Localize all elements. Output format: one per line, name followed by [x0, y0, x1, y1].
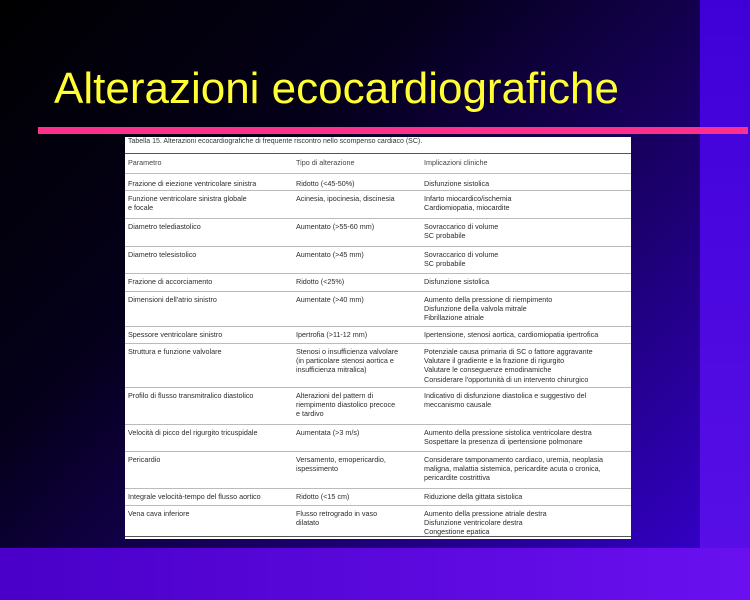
cell-text-line: maligna, malattia sistemica, pericardite acuta o cronica,	[424, 464, 601, 474]
cell-text-line: Aumentata (>3 m/s)	[296, 428, 360, 437]
row-parametro-cell	[128, 492, 296, 501]
row-implicazioni-cell	[424, 492, 629, 501]
row-divider	[125, 451, 631, 452]
row-divider	[125, 488, 631, 489]
cell-text-line: Considerare l'opportunità di un intervento chirurgico	[424, 374, 589, 384]
cell-text-line: Alterazioni del pattern di	[296, 391, 374, 400]
header-tipo-alterazione: Tipo di alterazione	[296, 158, 355, 167]
row-divider	[125, 246, 631, 247]
row-implicazioni-cell	[424, 347, 629, 384]
row-implicazioni-cell	[424, 330, 629, 339]
cell-text-line: Disfunzione sistolica	[424, 277, 490, 286]
cell-text-line: Ridotto (<25%)	[296, 277, 345, 286]
row-parametro-cell	[128, 277, 296, 286]
cell-text-line: Sovraccarico di volume	[424, 222, 499, 231]
bottom-accent-band	[0, 548, 750, 600]
cell-text-line: SC probabile	[424, 259, 466, 269]
cell-text-line: e tardivo	[296, 409, 324, 419]
cell-text-line: Integrale velocità-tempo del flusso aortico	[128, 492, 261, 501]
row-parametro-cell	[128, 391, 296, 400]
cell-text-line: Aumentato (>45 mm)	[296, 250, 364, 259]
cell-text-line: Funzione ventricolare sinistra globale	[128, 194, 247, 203]
cell-text-line: Aumento della pressione atriale destra	[424, 509, 547, 518]
cell-text-line: Pericardio	[128, 455, 161, 464]
cell-text-line: Disfunzione della valvola mitrale	[424, 304, 527, 314]
row-alterazione-cell	[296, 295, 421, 304]
cell-text-line: Struttura e funzione valvolare	[128, 347, 222, 356]
row-divider	[125, 505, 631, 506]
cell-text-line: Aumentato (>55-60 mm)	[296, 222, 375, 231]
row-implicazioni-cell	[424, 194, 629, 212]
row-parametro-cell	[128, 250, 296, 259]
cell-text-line: Vena cava inferiore	[128, 509, 190, 518]
cell-text-line: Dimensioni dell'atrio sinistro	[128, 295, 217, 304]
table-header-row	[125, 153, 631, 173]
row-divider	[125, 218, 631, 219]
row-alterazione-cell	[296, 222, 421, 231]
cell-text-line: Sospettare la presenza di ipertensione polmonare	[424, 437, 583, 447]
cell-text-line: Stenosi o insufficienza valvolare	[296, 347, 399, 356]
cell-text-line: Infarto miocardico/ischemia	[424, 194, 512, 203]
cell-text-line: Sovraccarico di volume	[424, 250, 499, 259]
row-alterazione-cell	[296, 250, 421, 259]
row-parametro-cell	[128, 347, 296, 356]
cell-text-line: Disfunzione ventricolare destra	[424, 518, 523, 528]
row-alterazione-cell	[296, 179, 421, 188]
row-parametro-cell	[128, 509, 296, 518]
cell-text-line: Indicativo di disfunzione diastolica e suggestivo del	[424, 391, 587, 400]
cell-text-line: ispessimento	[296, 464, 338, 474]
cell-text-line: Aumento della pressione di riempimento	[424, 295, 553, 304]
row-parametro-cell	[128, 222, 296, 231]
row-alterazione-cell	[296, 277, 421, 286]
row-alterazione-cell	[296, 492, 421, 501]
row-divider	[125, 343, 631, 344]
row-parametro-cell	[128, 428, 296, 437]
row-implicazioni-cell	[424, 509, 629, 537]
row-divider	[125, 190, 631, 191]
cell-text-line: Profilo di flusso transmitralico diastolico	[128, 391, 254, 400]
row-alterazione-cell	[296, 347, 421, 375]
cell-text-line: Versamento, emopericardio,	[296, 455, 386, 464]
cell-text-line: Potenziale causa primaria di SC o fattore aggravante	[424, 347, 593, 356]
title-underline-rule	[38, 127, 748, 134]
cell-text-line: Fibrillazione atriale	[424, 313, 484, 323]
row-alterazione-cell	[296, 509, 421, 527]
row-implicazioni-cell	[424, 277, 629, 286]
right-accent-band	[700, 0, 750, 600]
row-implicazioni-cell	[424, 428, 629, 446]
cell-text-line: Congestione epatica	[424, 527, 490, 537]
header-implicazioni-cliniche: Implicazioni cliniche	[424, 158, 488, 167]
cell-text-line: (in particolare stenosi aortica e	[296, 356, 394, 366]
row-alterazione-cell	[296, 330, 421, 339]
cell-text-line: Acinesia, ipocinesia, discinesia	[296, 194, 395, 203]
cell-text-line: Valutare le conseguenze emodinamiche	[424, 365, 552, 375]
cell-text-line: Ipertensione, stenosi aortica, cardiomiopatia ipertrofica	[424, 330, 599, 339]
cell-text-line: Frazione di accorciamento	[128, 277, 213, 286]
cell-text-line: Valutare il gradiente e la frazione di rigurgito	[424, 356, 565, 366]
row-divider	[125, 424, 631, 425]
row-implicazioni-cell	[424, 250, 629, 268]
row-divider	[125, 273, 631, 274]
row-parametro-cell	[128, 179, 296, 188]
cell-text-line: e focale	[128, 203, 154, 213]
row-divider	[125, 326, 631, 327]
cell-text-line: Cardiomiopatia, miocardite	[424, 203, 510, 213]
table-bottom-rule	[125, 536, 631, 537]
row-alterazione-cell	[296, 455, 421, 473]
cell-text-line: Flusso retrogrado in vaso	[296, 509, 378, 518]
cell-text-line: Diametro telesistolico	[128, 250, 197, 259]
slide-title: Alterazioni ecocardiografiche	[54, 64, 619, 113]
row-parametro-cell	[128, 455, 296, 464]
cell-text-line: Velocità di picco del rigurgito tricuspidale	[128, 428, 258, 437]
cell-text-line: Considerare tamponamento cardiaco, uremia, neoplasia	[424, 455, 603, 464]
cell-text-line: Aumentate (>40 mm)	[296, 295, 364, 304]
header-parametro: Parametro	[128, 158, 162, 167]
cell-text-line: SC probabile	[424, 231, 466, 241]
row-alterazione-cell	[296, 428, 421, 437]
row-implicazioni-cell	[424, 455, 629, 483]
table-caption: Tabella 15. Alterazioni ecocardiografiche di frequente riscontro nello scompenso cardiaco (SC).	[128, 138, 423, 145]
row-implicazioni-cell	[424, 295, 629, 323]
cell-text-line: pericardite costrittiva	[424, 473, 490, 483]
row-parametro-cell	[128, 330, 296, 339]
cell-text-line: meccanismo causale	[424, 400, 492, 410]
row-parametro-cell	[128, 295, 296, 304]
header-bottom-rule	[125, 173, 631, 174]
cell-text-line: riempimento diastolico precoce	[296, 400, 396, 410]
row-parametro-cell	[128, 194, 296, 212]
cell-text-line: Ridotto (<15 cm)	[296, 492, 350, 501]
cell-text-line: Frazione di eiezione ventricolare sinistra	[128, 179, 257, 188]
row-divider	[125, 291, 631, 292]
echo-alterations-table	[125, 137, 631, 539]
row-implicazioni-cell	[424, 179, 629, 188]
cell-text-line: Ridotto (<45-50%)	[296, 179, 355, 188]
row-implicazioni-cell	[424, 222, 629, 240]
cell-text-line: Diametro telediastolico	[128, 222, 201, 231]
row-implicazioni-cell	[424, 391, 629, 409]
row-alterazione-cell	[296, 194, 421, 203]
cell-text-line: Ipertrofia (>11-12 mm)	[296, 330, 368, 339]
row-alterazione-cell	[296, 391, 421, 419]
cell-text-line: Disfunzione sistolica	[424, 179, 490, 188]
cell-text-line: dilatato	[296, 518, 320, 528]
cell-text-line: Aumento della pressione sistolica ventricolare destra	[424, 428, 592, 437]
cell-text-line: Riduzione della gittata sistolica	[424, 492, 523, 501]
row-divider	[125, 387, 631, 388]
cell-text-line: Spessore ventricolare sinistro	[128, 330, 223, 339]
cell-text-line: insufficienza mitralica)	[296, 365, 367, 375]
